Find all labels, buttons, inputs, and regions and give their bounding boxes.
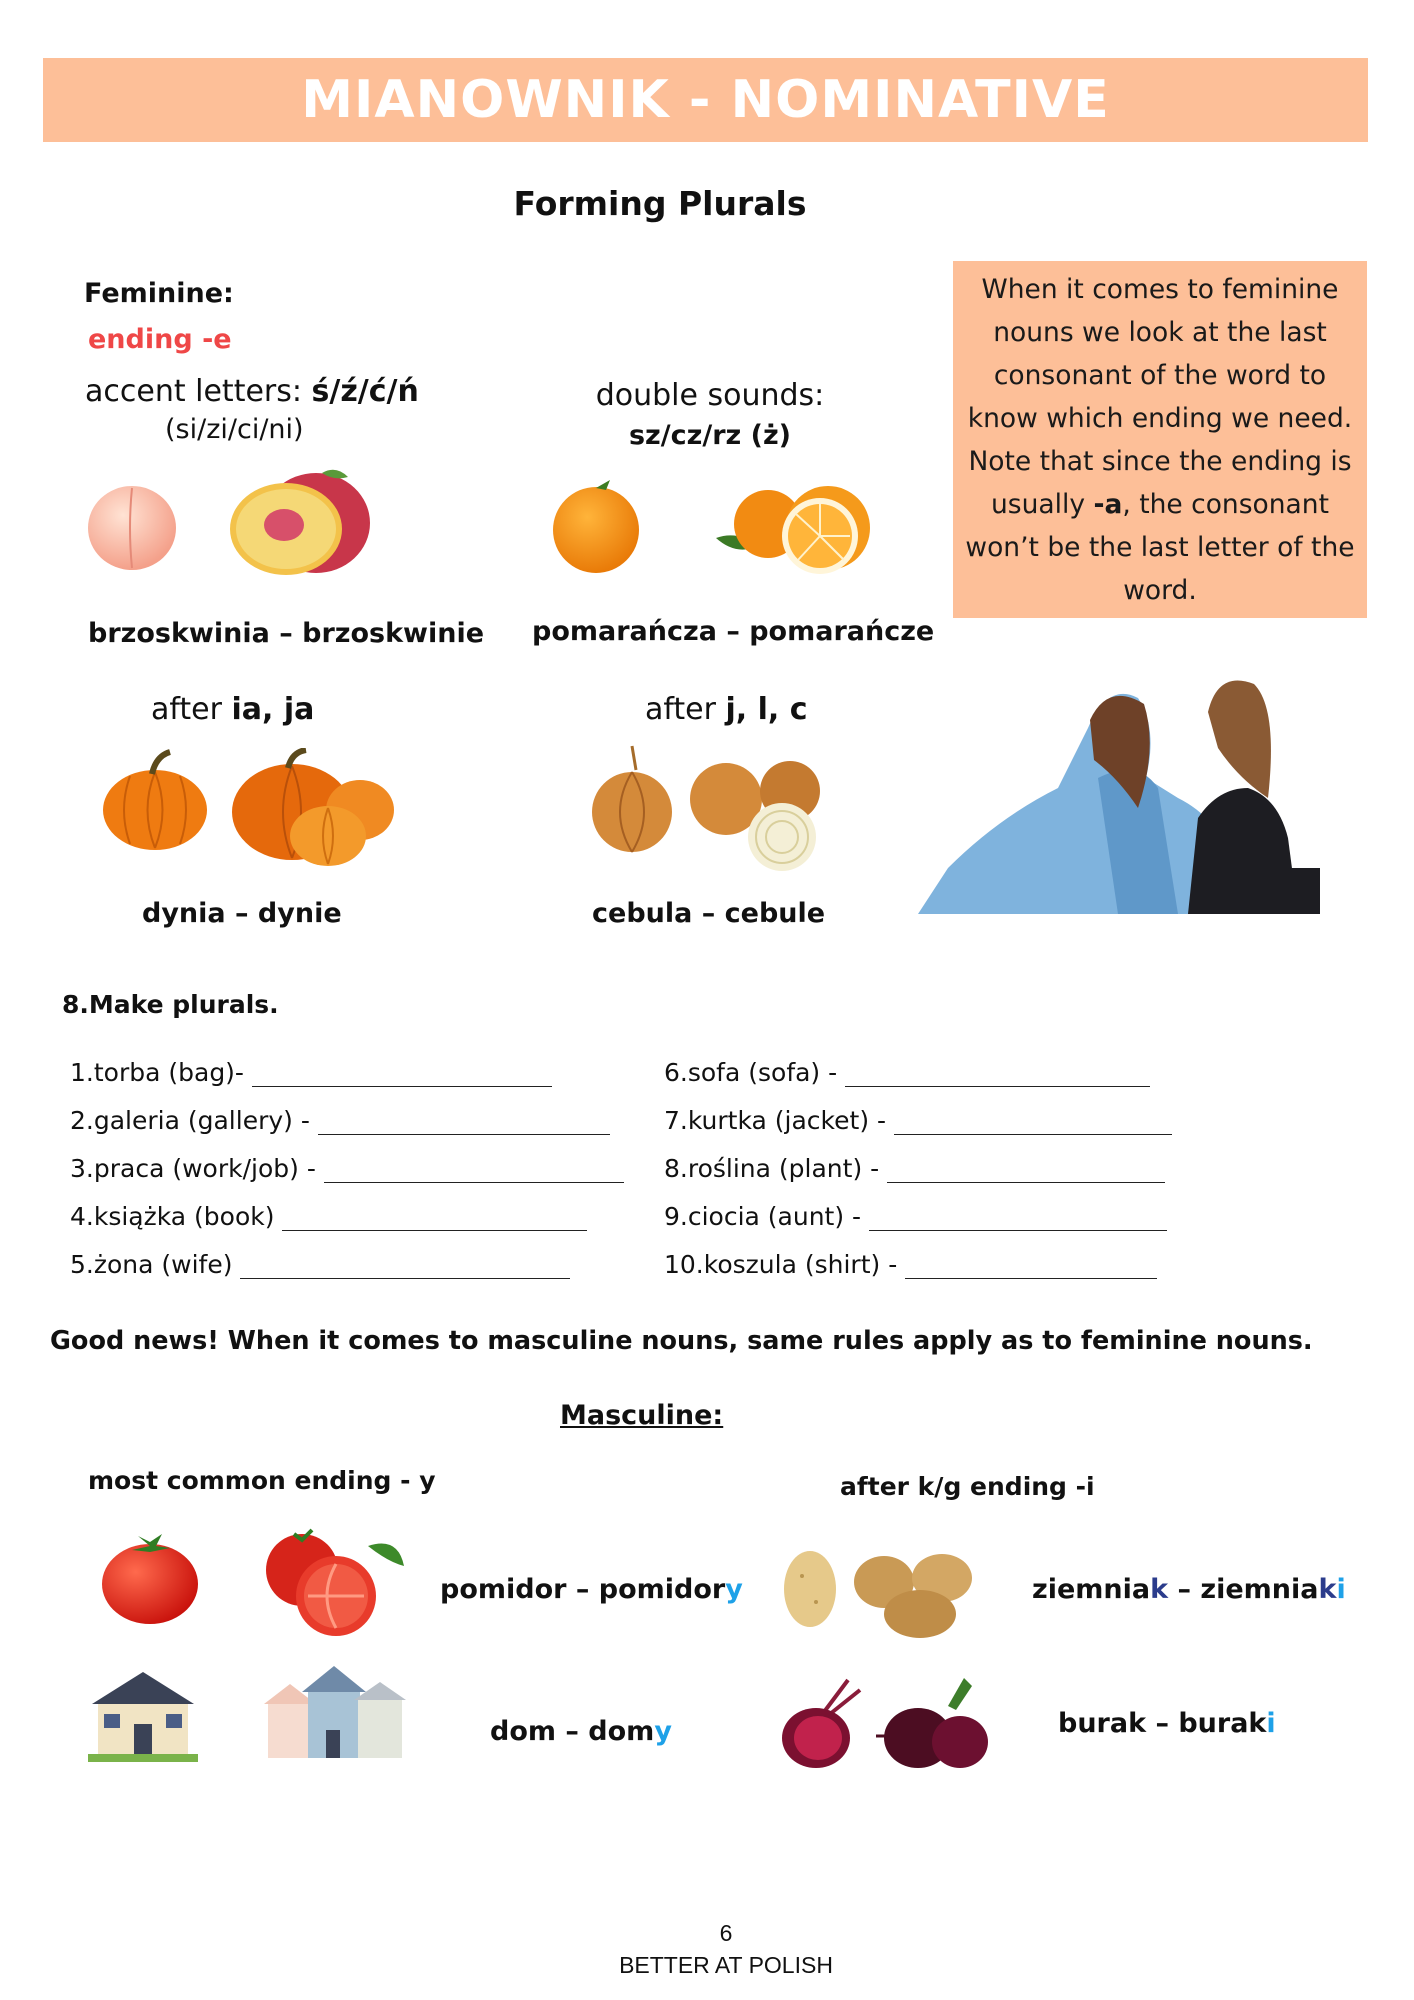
accent-sub: (si/zi/ci/ni) (165, 414, 304, 445)
answer-line[interactable] (905, 1254, 1157, 1279)
exercise-item-8 (664, 1154, 1165, 1183)
item-text: 10.koszula (shirt) - (664, 1250, 906, 1279)
beets-icon (868, 1676, 994, 1772)
answer-line[interactable] (324, 1158, 624, 1183)
page-title: MIANOWNIK - NOMINATIVE (301, 70, 1110, 130)
answer-line[interactable] (887, 1158, 1165, 1183)
ex-tomato-ending: y (725, 1574, 743, 1605)
ex-potato-part: ziemnia (1032, 1574, 1151, 1605)
item-number: 2. (70, 1106, 94, 1135)
double-sounds-label: double sounds: (595, 378, 825, 413)
item-text: żona (wife) (93, 1250, 241, 1279)
page-number: 6 (719, 1920, 733, 1946)
answer-line[interactable] (318, 1110, 610, 1135)
item-text: 8.roślina (plant) - (664, 1154, 888, 1183)
item-text: 6.sofa (sofa) - (664, 1058, 846, 1087)
item-text: 9.ciocia (aunt) - (664, 1202, 870, 1231)
item-text: książka (book) (93, 1202, 283, 1231)
example-tomato (440, 1574, 743, 1605)
note-bold: -a (1093, 489, 1123, 520)
tomatoes-icon (258, 1526, 408, 1638)
ex-potato-part: – ziemnia (1168, 1574, 1319, 1605)
good-news-text: Good news! When it comes to masculine nouns, same rules apply as to feminine nouns. (50, 1326, 1313, 1356)
answer-line[interactable] (869, 1206, 1167, 1231)
feminine-ending: ending -e (88, 324, 232, 355)
item-text: praca (work/job) - (93, 1154, 324, 1183)
exercise-item-5 (70, 1250, 570, 1279)
example-beet (1058, 1708, 1276, 1739)
example-potato (1032, 1574, 1346, 1605)
house-icon (84, 1666, 202, 1764)
pumpkins-icon (228, 748, 396, 868)
after2-letters: j, l, c (725, 692, 808, 727)
section-heading: Forming Plurals (513, 184, 807, 223)
example-orange: pomarańcza – pomarańcze (532, 616, 935, 647)
masculine-common-ending: most common ending - y (88, 1466, 436, 1495)
note-text (965, 268, 1355, 612)
answer-line[interactable] (240, 1254, 570, 1279)
orange-icon (550, 478, 645, 576)
after-j-l-c (645, 692, 808, 727)
example-pumpkin: dynia – dynie (142, 898, 342, 929)
accent-letters-line (85, 374, 419, 409)
ex-potato-ending: i (1336, 1574, 1346, 1605)
after2-prefix: after (645, 692, 726, 727)
pumpkin-icon (100, 748, 210, 853)
item-text: 7.kurtka (jacket) - (664, 1106, 894, 1135)
item-number: 5. (70, 1250, 94, 1279)
masculine-kg-ending: after k/g ending -i (840, 1472, 1095, 1501)
answer-line[interactable] (252, 1062, 552, 1087)
accent-letters: ś/ź/ć/ń (311, 374, 419, 409)
example-peach: brzoskwinia – brzoskwinie (88, 618, 485, 649)
after1-letters: ia, ja (231, 692, 315, 727)
potato-icon (780, 1546, 840, 1632)
onions-icon (686, 755, 826, 873)
answer-line[interactable] (282, 1206, 587, 1231)
ex-tomato-base: pomidor – pomidor (440, 1574, 726, 1605)
double-sounds-letters: sz/cz/rz (ż) (628, 420, 792, 451)
ex-beet-ending: i (1266, 1708, 1276, 1739)
orange-slices-icon (710, 478, 875, 583)
beet-icon (764, 1676, 868, 1772)
answer-line[interactable] (845, 1062, 1150, 1087)
item-number: 3. (70, 1154, 94, 1183)
tomato-icon (98, 1528, 202, 1628)
ex-house-base: dom – dom (490, 1716, 655, 1747)
exercise-item-7 (664, 1106, 1172, 1135)
after1-prefix: after (151, 692, 232, 727)
example-house (490, 1716, 672, 1747)
exercise-item-2 (70, 1106, 610, 1135)
item-number: 4. (70, 1202, 94, 1231)
exercise-title: 8.Make plurals. (62, 990, 279, 1019)
note-before: When it comes to feminine nouns we look at the last consonant of the word to know which ending we need. Note that since the ending is usually (967, 274, 1353, 520)
example-onion: cebula – cebule (592, 898, 826, 929)
item-number: 1. (70, 1058, 94, 1087)
ex-potato-k2: k (1318, 1574, 1337, 1605)
masculine-label: Masculine: (560, 1400, 724, 1431)
exercise-item-9 (664, 1202, 1167, 1231)
feminine-label: Feminine: (84, 278, 234, 309)
exercise-item-10 (664, 1250, 1157, 1279)
accent-prefix: accent letters: (85, 374, 312, 409)
item-text: galeria (gallery) - (93, 1106, 318, 1135)
exercise-item-6 (664, 1058, 1150, 1087)
onion-icon (588, 742, 678, 854)
exercise-item-3 (70, 1154, 624, 1183)
ex-beet-base: burak – burak (1058, 1708, 1267, 1739)
after-ia-ja (151, 692, 314, 727)
peach-half-icon (226, 465, 374, 580)
footer-brand: BETTER AT POLISH (619, 1952, 833, 1978)
exercise-item-4 (70, 1202, 587, 1231)
ex-potato-k1: k (1150, 1574, 1169, 1605)
ex-house-ending: y (654, 1716, 672, 1747)
answer-line[interactable] (894, 1110, 1172, 1135)
note-after: , the consonant won’t be the last letter of the word. (965, 489, 1355, 606)
women-photo (918, 668, 1320, 914)
potatoes-icon (850, 1548, 978, 1642)
item-text: torba (bag)- (93, 1058, 252, 1087)
peach-icon (84, 478, 184, 574)
houses-icon (258, 1660, 408, 1764)
exercise-item-1 (70, 1058, 552, 1087)
